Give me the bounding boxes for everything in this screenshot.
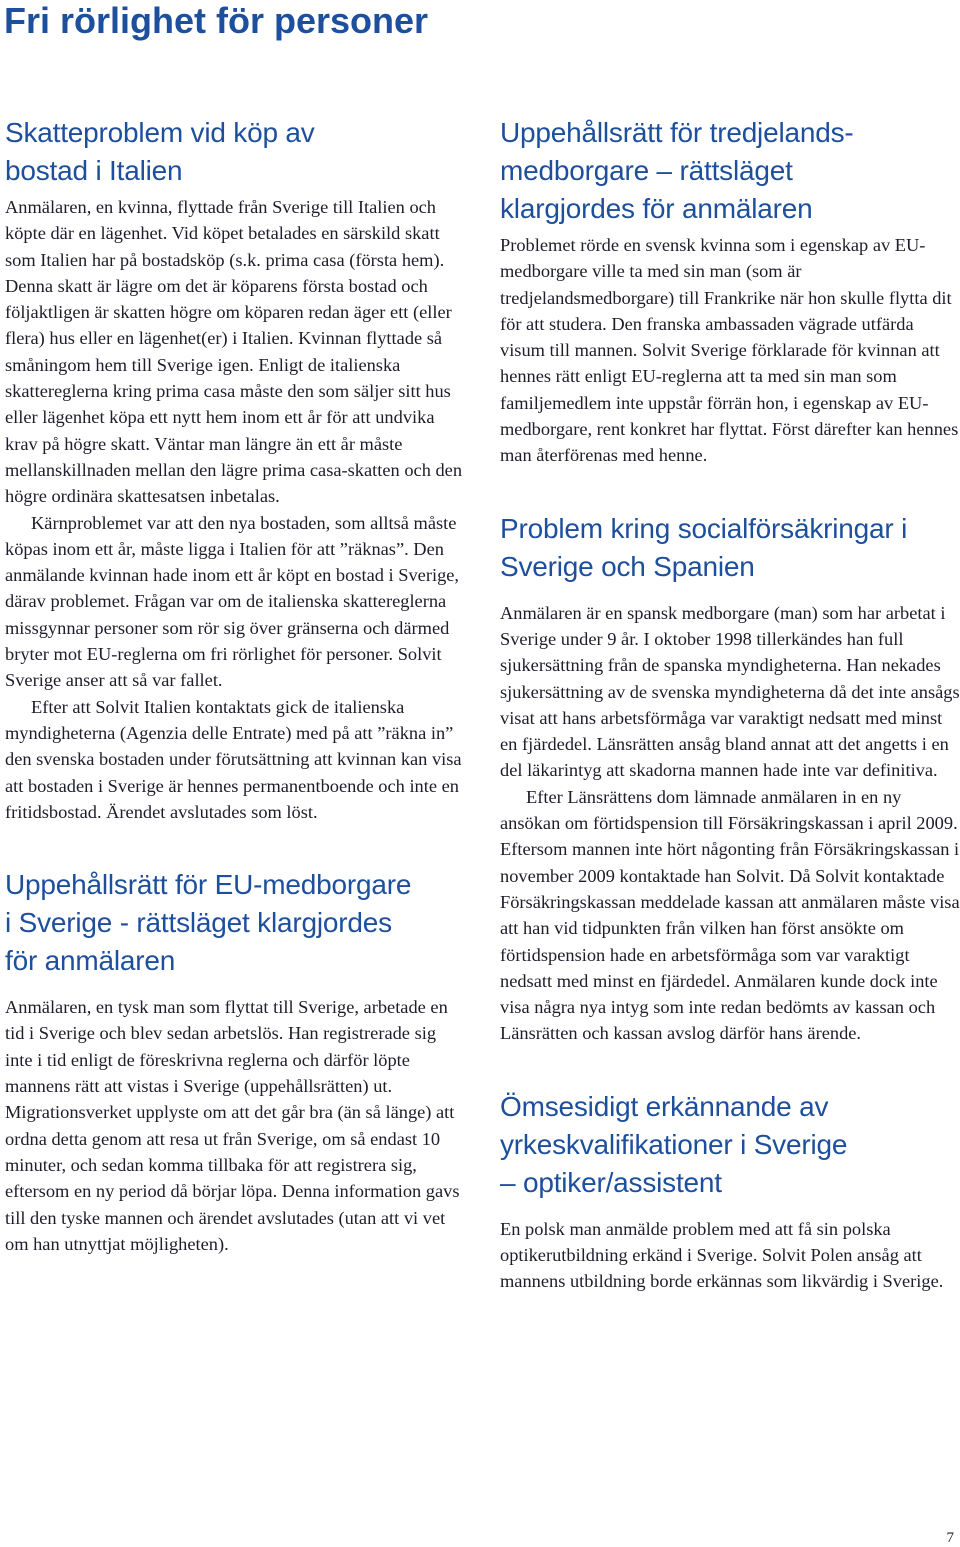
heading-line: Sverige och Spanien	[500, 550, 755, 582]
section-socialforsakringar	[500, 510, 960, 1047]
heading-line: yrkeskvalifikationer i Sverige	[500, 1128, 848, 1160]
left-column	[5, 114, 465, 1257]
heading-line: medborgare – rättsläget	[500, 155, 793, 186]
heading-line: bostad i Italien	[5, 155, 183, 186]
heading-line: i Sverige - rättsläget klargjordes	[5, 907, 392, 939]
section-skatteproblem	[5, 114, 465, 825]
paragraph: Anmälaren, en kvinna, flyttade från Sverige till Italien och köpte där en lägenhet. Vid köpet betalades en särskild skatt som Italien har på bostadsköp (s.k. prima casa (första hem). Denna skatt är lägre om det är köparens första bostad och följaktligen är skatten högre om köparen redan äger ett (eller flera) hus eller en lägenhet(er) i Italien. Kvinnan flyttade så småningom hem till Sverige igen. Enligt de italienska skattereglerna kring prima casa måste den som säljer sitt hus eller lägenhet köpa ett nytt hem inom ett år för att undvika krav på högre skatt. Väntar man längre än ett år måste mellanskillnaden mellan den lägre prima casa-skatten och den högre ordinära skattesatsen inbetalas.	[5, 197, 463, 507]
section-heading	[500, 114, 960, 228]
section-uppehallsratt-eu	[5, 866, 465, 1257]
heading-line: klargjordes för anmälaren	[500, 193, 813, 224]
section-omsesidigt-erkannande	[500, 1088, 960, 1295]
paragraph: Efter att Solvit Italien kontaktats gick de italienska myndigheterna (Agenzia delle Entrate) med på att ”räkna in” den svenska bostaden under förutsättning att kvinnan kan visa att bostaden i Sverige är hennes permanentboende och inte en fritidsbostad. Ärendet avslutades som löst.	[5, 696, 462, 822]
paragraph: Anmälaren, en tysk man som flyttat till Sverige, arbetade en tid i Sverige och blev sedan arbetslös. Han registrerade sig inte i tid enligt de föreskrivna reglerna och därför löpte mannens rätt att vistas i Sverige (uppehållsrätten) ut. Migrationsverket upplyste om att det går bra (än så länge) att ordna detta genom att resa ut från Sverige, om så endast 10 minuter, och sedan komma tillbaka för att registrera sig, eftersom en ny period då börjar löpa. Denna information gavs till den tyske mannen och ärendet avslutades (utan att vi vet om han utnyttjat möjligheten).	[5, 997, 460, 1254]
section-heading	[5, 114, 465, 190]
heading-line: Uppehållsrätt för EU-medborgare	[5, 869, 412, 901]
page-title: Fri rörlighet för personer	[4, 0, 429, 41]
heading-line: – optiker/assistent	[500, 1166, 722, 1198]
paragraph: Anmälaren är en spansk medborgare (man) som har arbetat i Sverige under 9 år. I oktober 1998 tillerkändes han full sjukersättning från de spanska myndigheterna. Han nekades sjukersättning av de svenska myndigheterna då det inte ansågs visat att hans arbetsförmåga var varaktigt nedsatt med minst en fjärdedel. Länsrätten ansåg bland annat att det angetts i en del läkarintyg att skadorna mannen hade inte var definitiva.	[500, 602, 960, 781]
section-heading	[500, 1088, 960, 1202]
section-heading	[5, 866, 465, 980]
paragraph: En polsk man anmälde problem med att få sin polska optikerutbildning erkänd i Sverige. Solvit Polen ansåg att mannens utbildning borde erkännas som likvärdig i Sverige.	[500, 1218, 944, 1292]
heading-line: Skatteproblem vid köp av	[5, 117, 315, 148]
heading-line: Ömsesidigt erkännande av	[500, 1090, 829, 1122]
paragraph: Problemet rörde en svensk kvinna som i egenskap av EU-medborgare ville ta med sin man (som är tredjelandsmedborgare) till Frankrike när hon skulle flytta dit för att studera. Den franska ambassaden vägrade utfärda visum till mannen. Solvit Sverige förklarade för kvinnan att hennes rätt enligt EU-reglerna att ta med sin man som familjemedlem inte uppstår förrän hon, i egenskap av EU-medborgare, rent konkret har flyttat. Först därefter kan hennes man återförenas med henne.	[500, 235, 959, 466]
page-number: 7	[946, 1530, 954, 1546]
heading-line: för anmälaren	[5, 945, 176, 977]
right-column	[500, 114, 960, 1295]
paragraph: Efter Länsrättens dom lämnade anmälaren in en ny ansökan om förtidspension till Försäkringskassan i april 2009. Eftersom mannen inte hört någonting från Försäkringskassan i november 2009 kontaktade han Solvit. Då Solvit kontaktade Försäkringskassan meddelade kassan att anmälaren måste visa att han vid tidpunkten från vilken han först ansökte om förtidspension hade en arbetsförmåga som var varaktigt nedsatt med minst en fjärdedel. Anmälaren kunde dock inte visa några nya intyg som inte redan bedömts av kassan och Länsrätten och kassan avslog därför hans ärende.	[500, 786, 960, 1044]
heading-line: Problem kring socialförsäkringar i	[500, 512, 908, 544]
heading-line: Uppehållsrätt för tredjelands-	[500, 117, 854, 148]
section-uppehallsratt-tredjeland	[500, 114, 960, 469]
section-heading	[500, 510, 960, 586]
paragraph: Kärnproblemet var att den nya bostaden, som alltså måste köpas inom ett år, måste ligga i Italien för att ”räknas”. Den anmälande kvinnan hade inom ett år köpt en bostad i Sverige, därav problemet. Frågan var om de italienska skattereglerna missgynnar personer som rör sig över gränserna och därmed bryter mot EU-reglerna om fri rörlighet för personer. Solvit Sverige anser att så var fallet.	[5, 512, 460, 691]
